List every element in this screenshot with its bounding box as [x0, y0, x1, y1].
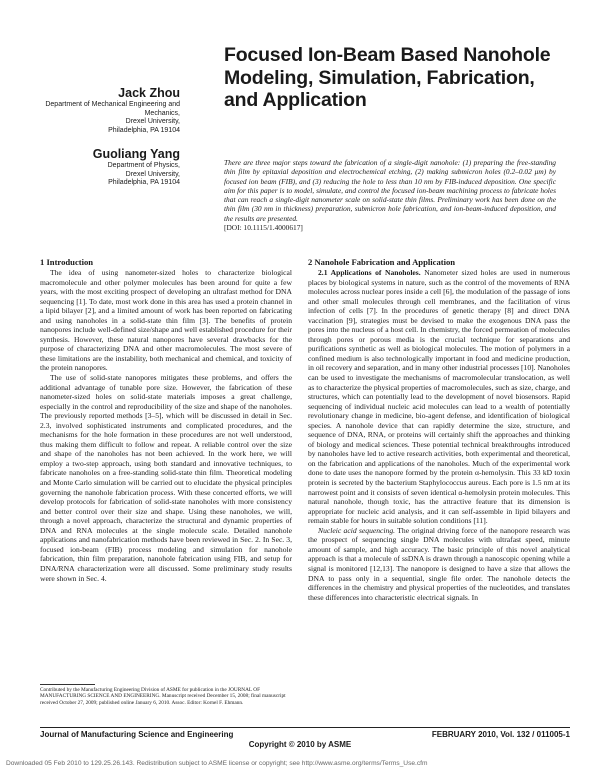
author-affiliation: Drexel University,	[125, 118, 180, 126]
right-column	[308, 256, 570, 602]
paragraph: The idea of using nanometer-sized holes to characterize biological macromolecule and other polymer molecules has been around for quite a few years, with the most exciting prospect of developing an ultrafast method for DNA sequencing [1]. To date, most work done in this area has used a protein channel in a lipid bilayer [2], and a limited amount of work has been reported on fabricating and using nanoholes in a solid-state thin film [3]. The benefits of protein nanopores include well-defined size/shape and well established procedure for their synthesis. However, these natural nanopores have several drawbacks for the purpose of characterizing DNA and other macromolecules. The most severe of these limitations are the instability, both mechanical and chemical, and toxicity of the protein nanopores.	[40, 268, 292, 373]
author-affiliation: Mechanics,	[144, 109, 180, 117]
author-affiliation: Philadelphia, PA 19104	[108, 179, 180, 187]
footnote-rule	[40, 684, 95, 685]
journal-name: Journal of Manufacturing Science and Engineering	[40, 730, 234, 739]
abstract-text: There are three major steps toward the fabrication of a single-digit nanohole: (1) preparing the free-standing thin film by epitaxial deposition and electrochemical etching, (2) making submicron holes (0.2–0.02 μm) by focused ion beam (FIB), and (3) reducing the hole to less than 10 nm by FIB-induced deposition. One specific aim for this paper is to model, simulate, and control the focused ion-beam machining process to fabricate holes that can reach a single-digit nanometer scale on solid-state thin films. Preliminary work has been done on the thin film (30 nm in thickness) preparation, submicron hole fabrication, and ion-beam-induced deposition, and the results are presented.	[224, 158, 556, 223]
abstract	[224, 158, 556, 232]
left-column	[40, 256, 292, 583]
author-affiliation: Drexel University,	[125, 170, 180, 178]
footer-rule	[40, 727, 570, 728]
subsection-heading: 2.1 Applications of Nanoholes.	[318, 268, 421, 277]
paragraph: The use of solid-state nanopores mitigates these problems, and offers the additional advantage of tunable pore size. However, the fabrication of these nanometer-sized holes on solid-state materials imposes a great challenge, especially in the control and reproducibility of the size and shape of the nanoholes. The previously reported methods [3–5], which will be discussed in detail in Sec. 2.3, involved sophisticated instruments and complicated procedures, and the mechanisms for the hole formation in these procedures are not well understood, thus making them difficult to follow and repeat. A reliable control over the size and shape of the nanoholes has not been achieved. In the work here, we will employ a two-step approach, using both standard and innovative techniques, to fabricate nanoholes on a free-standing solid-state thin film. Theoretical modeling and Monte Carlo simulation will be carried out to elucidate the physical principles governing the nanohole fabrication process. With these concerted efforts, we will develop protocols for fabrication of solid-state nanoholes with more consistency and better control over their size and shape. Using these nanoholes, we will, through a novel approach, characterize the structural and dynamic properties of DNA and RNA molecules at the single molecule scale. Detailed nanohole applications and nanofabrication methods have been reviewed in Sec. 2. In Sec. 3, focused ion-beam (FIB) process modeling and simulation for nanohole fabrication, thin film preparation, nanohole fabrication using FIB, and setup for DNA/RNA characterization were all discussed. Some preliminary study results were shown in Sec. 4.	[40, 373, 292, 583]
author-name: Jack Zhou	[118, 86, 180, 100]
author-block-1	[40, 86, 180, 135]
copyright: Copyright © 2010 by ASME	[248, 740, 352, 749]
author-block-2	[40, 147, 180, 188]
subsection-heading: Nucleic acid sequencing.	[318, 525, 396, 535]
section-heading: 1 Introduction	[40, 257, 94, 267]
author-name: Guoliang Yang	[92, 147, 180, 161]
author-affiliation: Department of Mechanical Engineering and	[45, 101, 180, 108]
doi-link[interactable]: [DOI: 10.1115/1.4000617]	[224, 223, 303, 233]
footnote: Contributed by the Manufacturing Engineering Division of ASME for publication in the JOURNAL OF MANUFACTURING SCIENCE AND ENGINEERING. Manuscript received December 15, 2008; final manuscript received October 27, 2009; published online January 6, 2010. Assoc. Editor: Kornel F. Ehmann.	[40, 687, 286, 706]
author-affiliation: Department of Physics,	[107, 162, 180, 169]
paragraph: The original driving force of the nanopore research was the prospect of sequencing single DNA molecules with ultrafast speed, minute amount of sample, and high accuracy. The basic principle of this novel analytical approach is that a molecule of ssDNA is drawn through a nanoscopic opening while a signal is monitored [12,13]. The nanopore is designed to have a size that allows the DNA to pass only in a sequential, single file order. The nanohole detects the differences in the chemistry and physical properties of the nucleotides, and translates these differences into characteristic electrical signals. In	[308, 525, 571, 602]
author-affiliation: Philadelphia, PA 19104	[108, 126, 180, 134]
download-notice: Downloaded 05 Feb 2010 to 129.25.26.143. Redistribution subject to ASME license or copyright; see http://www.asme.org/terms/Terms_Use.cfm	[6, 760, 428, 767]
issue-info: FEBRUARY 2010, Vol. 132 / 011005-1	[431, 730, 570, 739]
paragraph: Nanometer sized holes are used in numerous places by biological systems in nature, such as the control of the movements of RNA molecules across nuclear pores inside a cell [6], the modulation of the passage of ions and other small molecules through cell membranes, and the facilitation of virus infection of cells [7]. In the procedures of genetic therapy [8] and direct DNA vaccination [9], strategies must be devised to make the exogenous DNA pass the pores into the nucleus of a host cell. In chemistry, the forced permeation of molecules through pores or porous media is the crucial technique for separations and purifications synthetic as well as biological molecules. The motion of polymers in a confined medium is also technologically important in food and medicine production, in oil recovery and separation, and in many other industrial processes [10]. Nanoholes can be used to investigate the mechanisms of macromolecular translocation, as well as to characterize the physical properties of macromolecules, such as size, charge, and structures, which can potentially lead to the development of novel biosensors. Rapid sequencing of individual nucleic acid molecules can lead to a wealth of potentially revolutionary change in medicine, bio-agent defense, and identification of biological species. A nanohole device that can rapidly determine the size, structure, and sequence of DNA, RNA, or proteins will certainly shift the approaches and thinking of biology and medical sciences. These potential technical breakthroughs introduced by nanoholes have led to active research activities, both experimental and theoretical, on the fabrication and applications of the nanoholes. Much of the experimental work done to date uses the nanopore formed by the protein α-hemolysin. This 33 kD toxin protein is secreted by the bacterium Staphylococcus aureus. Each pore is 1.5 nm at its narrowest point and it consists of seven identical α-hemolysin protein molecules. This natural nanohole, though toxic, has the attractive feature that its dimension is appropriate for nucleic acid analysis, and it can self-assemble in lipid bilayers and remain stable for hours in suitable solution conditions [11].	[308, 268, 570, 526]
section-heading: 2 Nanohole Fabrication and Application	[308, 257, 456, 267]
paper-title: Focused Ion-Beam Based Nanohole Modeling, Simulation, Fabrication, and Application	[224, 44, 551, 111]
